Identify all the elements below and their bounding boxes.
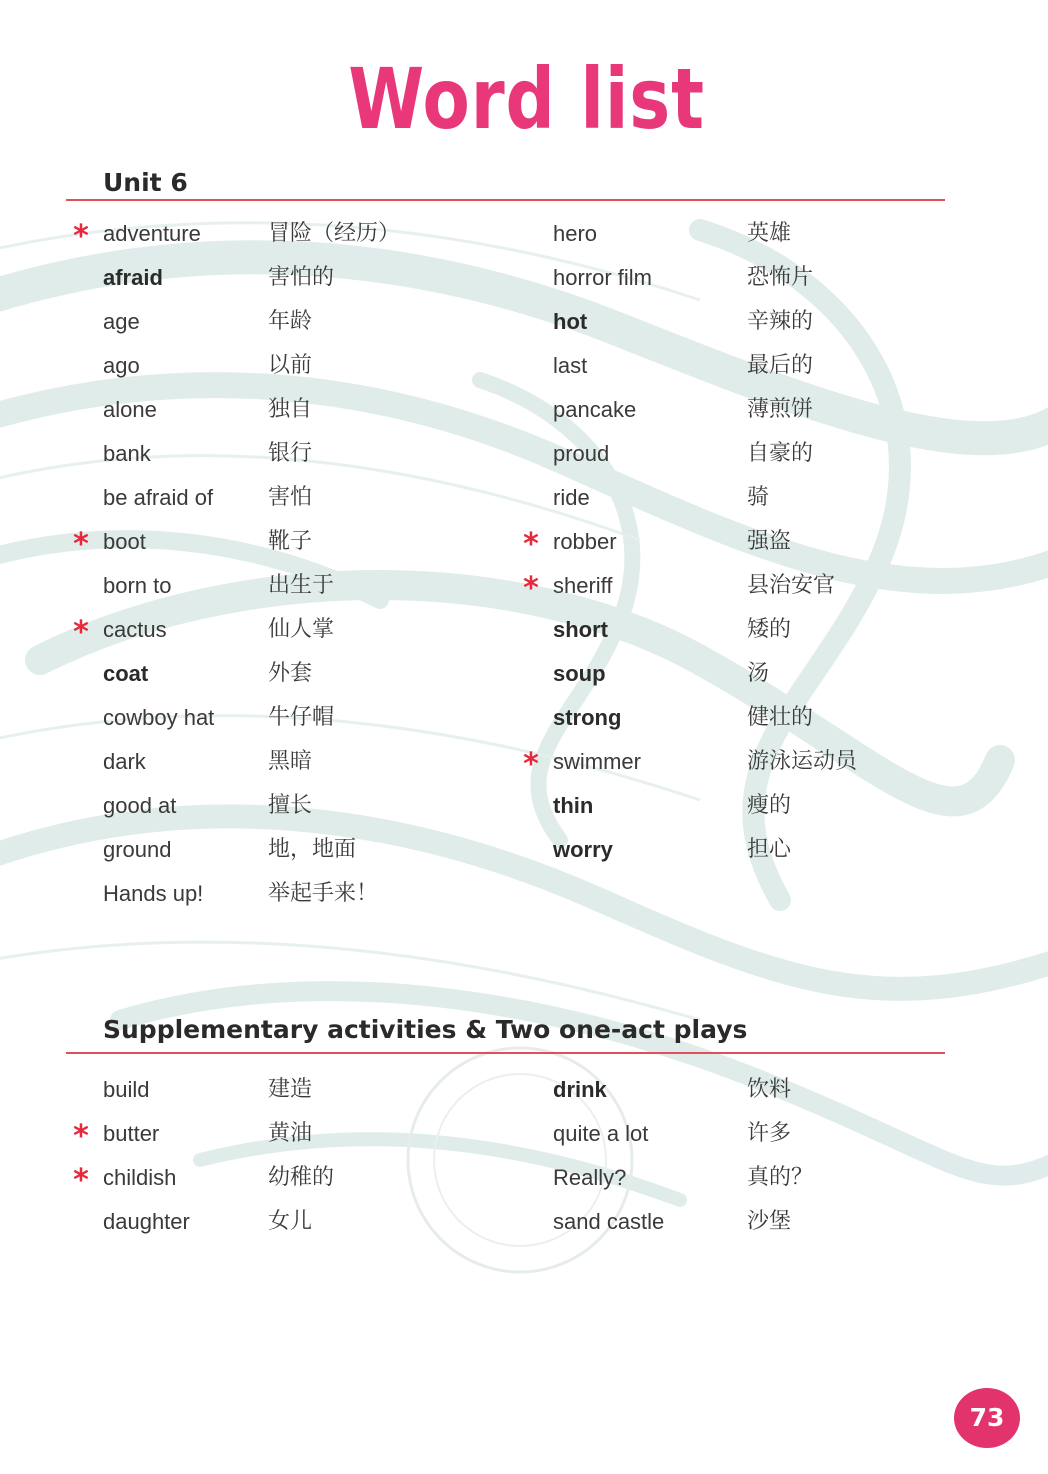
word-entry	[0, 616, 1048, 660]
english-word: thin	[553, 793, 594, 818]
english-word: drink	[553, 1077, 607, 1102]
english-word: hero	[553, 221, 598, 246]
english-word: last	[553, 353, 588, 378]
english-word: cowboy hat	[103, 705, 215, 730]
chinese-translation: 举起手来！	[268, 881, 379, 906]
english-word: be afraid of	[103, 485, 214, 510]
english-word: daughter	[103, 1209, 190, 1234]
word-entry	[0, 704, 1048, 748]
chinese-translation: 健壮的	[747, 705, 814, 730]
chinese-translation: 担心	[747, 837, 792, 862]
english-word: afraid	[103, 265, 163, 290]
english-word: swimmer	[553, 749, 641, 774]
star-icon: *	[73, 1163, 89, 1198]
chinese-translation: 县治安官	[747, 573, 836, 598]
star-icon: *	[73, 615, 89, 650]
chinese-translation: 饮料	[747, 1077, 792, 1102]
chinese-translation: 骑	[747, 485, 770, 510]
chinese-translation: 恐怖片	[747, 265, 814, 290]
chinese-translation: 瘦的	[747, 793, 792, 818]
star-icon: *	[523, 527, 539, 562]
word-entry	[0, 1208, 1048, 1252]
english-word: ride	[553, 485, 590, 510]
english-word: alone	[103, 397, 157, 422]
chinese-translation: 冒险（经历）	[268, 221, 401, 246]
chinese-translation: 外套	[268, 661, 313, 686]
english-word: robber	[553, 529, 617, 554]
english-word: hot	[553, 309, 588, 334]
chinese-translation: 薄煎饼	[747, 397, 814, 422]
english-word: born to	[103, 573, 172, 598]
chinese-translation: 矮的	[747, 617, 792, 642]
word-entry	[0, 1120, 1048, 1164]
chinese-translation: 独自	[268, 397, 313, 422]
chinese-translation: 强盗	[747, 529, 792, 554]
chinese-translation: 许多	[747, 1121, 792, 1146]
word-entry	[0, 1076, 1048, 1120]
word-entry	[0, 660, 1048, 704]
word-entry	[0, 1164, 1048, 1208]
chinese-translation: 建造	[268, 1077, 313, 1102]
chinese-translation: 地，地面	[268, 837, 357, 862]
word-entry	[0, 836, 1048, 880]
english-word: cactus	[103, 617, 167, 642]
english-word: Hands up!	[103, 881, 204, 906]
star-icon: *	[73, 1119, 89, 1154]
english-word: sand castle	[553, 1209, 665, 1234]
star-icon: *	[73, 219, 89, 254]
english-word: bank	[103, 441, 151, 466]
english-word: quite a lot	[553, 1121, 649, 1146]
chinese-translation: 辛辣的	[747, 309, 814, 334]
english-word: dark	[103, 749, 146, 774]
chinese-translation: 靴子	[268, 529, 313, 554]
english-word: horror film	[553, 265, 653, 290]
chinese-translation: 英雄	[747, 221, 792, 246]
chinese-translation: 年龄	[268, 309, 313, 334]
english-word: strong	[553, 705, 622, 730]
star-icon: *	[73, 527, 89, 562]
word-entry	[0, 484, 1048, 528]
section-heading-supplementary: Supplementary activities & Two one-act plays	[103, 1015, 748, 1044]
chinese-translation: 游泳运动员	[747, 749, 858, 774]
chinese-translation: 黑暗	[268, 749, 313, 774]
page-number-badge: 73	[954, 1388, 1020, 1448]
star-icon: *	[523, 747, 539, 782]
chinese-translation: 沙堡	[747, 1209, 792, 1234]
word-entry	[0, 220, 1048, 264]
english-word: build	[103, 1077, 150, 1102]
page-title: Word list	[348, 50, 705, 148]
chinese-translation: 害怕的	[268, 265, 335, 290]
word-entry	[0, 528, 1048, 572]
chinese-translation: 自豪的	[747, 441, 814, 466]
chinese-translation: 汤	[747, 661, 770, 686]
english-word: boot	[103, 529, 146, 554]
word-entry	[0, 880, 1048, 924]
word-entry	[0, 792, 1048, 836]
english-word: proud	[553, 441, 610, 466]
english-word: ground	[103, 837, 172, 862]
word-entry	[0, 352, 1048, 396]
english-word: Really?	[553, 1165, 627, 1190]
english-word: worry	[553, 837, 613, 862]
chinese-translation: 真的？	[747, 1165, 814, 1190]
english-word: butter	[103, 1121, 160, 1146]
english-word: childish	[103, 1165, 177, 1190]
english-word: good at	[103, 793, 177, 818]
chinese-translation: 仙人掌	[268, 617, 335, 642]
word-entry	[0, 572, 1048, 616]
english-word: sheriff	[553, 573, 613, 598]
chinese-translation: 黄油	[268, 1121, 313, 1146]
english-word: soup	[553, 661, 606, 686]
chinese-translation: 牛仔帽	[268, 705, 335, 730]
chinese-translation: 幼稚的	[268, 1165, 335, 1190]
word-entry	[0, 308, 1048, 352]
english-word: adventure	[103, 221, 201, 246]
chinese-translation: 出生于	[268, 573, 335, 598]
word-entry	[0, 748, 1048, 792]
english-word: coat	[103, 661, 149, 686]
section-heading-unit-6: Unit 6	[103, 168, 188, 197]
english-word: ago	[103, 353, 140, 378]
word-entry	[0, 396, 1048, 440]
chinese-translation: 最后的	[747, 353, 814, 378]
word-entry	[0, 440, 1048, 484]
english-word: pancake	[553, 397, 637, 422]
english-word: age	[103, 309, 140, 334]
word-entry	[0, 264, 1048, 308]
english-word: short	[553, 617, 608, 642]
chinese-translation: 银行	[268, 441, 313, 466]
chinese-translation: 害怕	[268, 485, 313, 510]
chinese-translation: 擅长	[268, 793, 313, 818]
chinese-translation: 女儿	[268, 1209, 313, 1234]
chinese-translation: 以前	[268, 353, 313, 378]
star-icon: *	[523, 571, 539, 606]
